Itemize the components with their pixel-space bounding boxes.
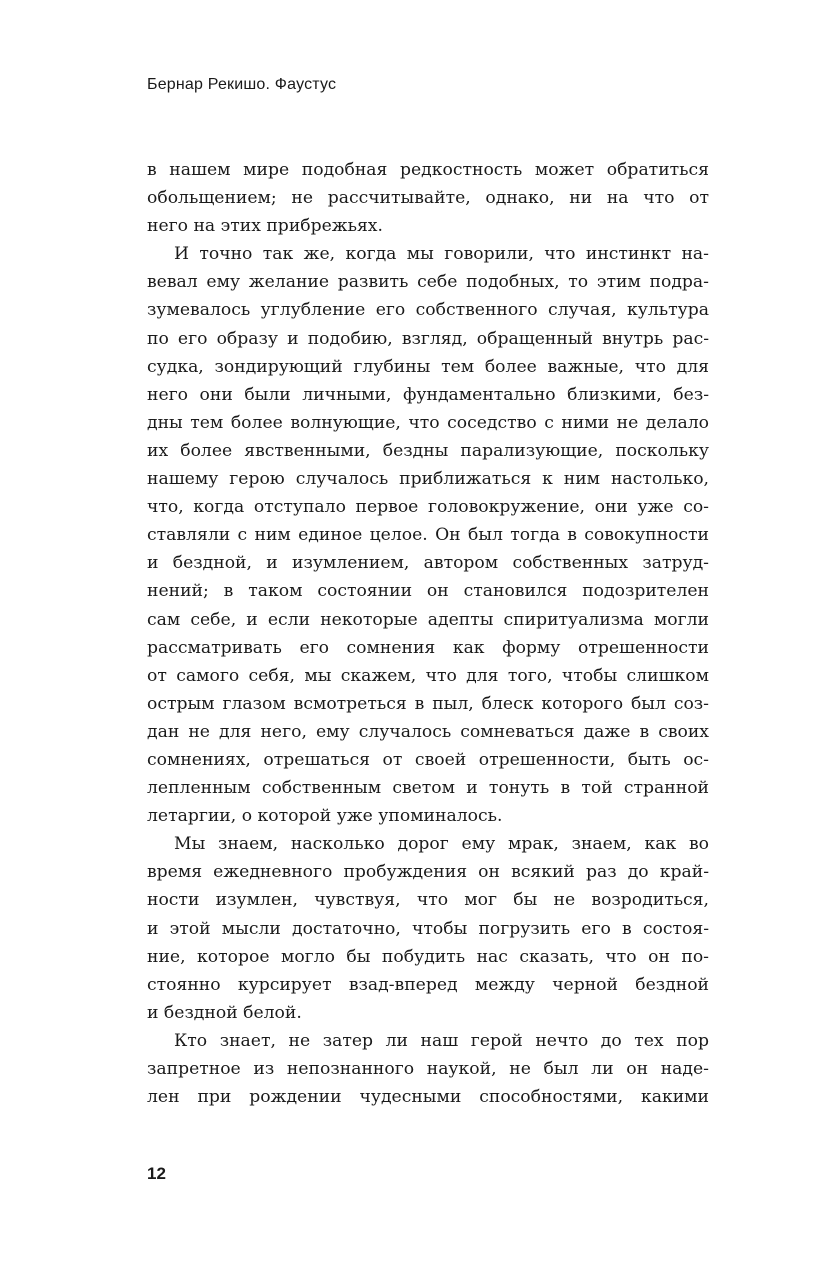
text-line: рассматривать его сомнения как форму отрешенности	[147, 637, 709, 658]
text-line: сомнениях, отрешаться от своей отрешенности, быть ос-	[147, 749, 709, 770]
text-line: дны тем более волнующие, что соседство с ними не делало	[147, 412, 709, 433]
text-line: вевал ему желание развить себе подобных, то этим подра-	[147, 272, 709, 293]
text-line: обольщением; не рассчитывайте, однако, ни на что от	[147, 188, 709, 209]
text-line: судка, зондирующий глубины тем более важные, что для	[147, 356, 709, 377]
page-number: 12	[147, 1164, 166, 1183]
text-line: него на этих прибрежьях.	[147, 216, 383, 237]
text-line: ности изумлен, чувствуя, что мог бы не возродиться,	[147, 890, 709, 911]
text-line: зумевалось углубление его собственного случая, культура	[147, 300, 709, 321]
text-line: нашему герою случалось приближаться к ним настолько,	[147, 469, 709, 490]
text-line: и этой мысли достаточно, чтобы погрузить его в состоя-	[147, 918, 709, 939]
text-line: стоянно курсирует взад-вперед между черной бездной	[147, 974, 709, 995]
text-line: нений; в таком состоянии он становился подозрителен	[147, 581, 709, 602]
text-line: лепленным собственным светом и тонуть в той странной	[147, 778, 709, 799]
text-line: их более явственными, бездны парализующие, поскольку	[147, 440, 709, 461]
text-line: и бездной, и изумлением, автором собственных затруд-	[147, 553, 709, 574]
text-line: И точно так же, когда мы говорили, что инстинкт на-	[174, 244, 709, 265]
text-line: сам себе, и если некоторые адепты спиритуализма могли	[147, 609, 709, 630]
text-line: лен при рождении чудесными способностями, какими	[147, 1087, 709, 1108]
text-line: время ежедневного пробуждения он всякий раз до край-	[147, 862, 709, 883]
text-line: по его образу и подобию, взгляд, обращенный внутрь рас-	[147, 328, 709, 349]
text-line: дан не для него, ему случалось сомневаться даже в своих	[147, 721, 709, 742]
text-line: в нашем мире подобная редкостность может обратиться	[147, 160, 709, 180]
text-line: и бездной белой.	[147, 1002, 302, 1023]
text-line: него они были личными, фундаментально близкими, без-	[147, 384, 709, 405]
text-line: острым глазом всмотреться в пыл, блеск которого был соз-	[147, 693, 709, 714]
running-head: Бернар Рекишо. Фаустус	[147, 76, 337, 93]
text-line: ставляли с ним единое целое. Он был тогда в совокупности	[147, 525, 709, 546]
text-line: от самого себя, мы скажем, что для того, чтобы слишком	[147, 665, 709, 686]
text-line: летаргии, о которой уже упоминалось.	[147, 806, 503, 827]
text-line: что, когда отступало первое головокружение, они уже со-	[147, 497, 709, 518]
text-line: Кто знает, не затер ли наш герой нечто до тех пор	[174, 1030, 709, 1051]
body-text	[147, 156, 709, 1111]
text-line: Мы знаем, насколько дорог ему мрак, знаем, как во	[174, 834, 709, 855]
text-line: запретное из непознанного наукой, не был ли он наде-	[147, 1059, 709, 1079]
text-line: ние, которое могло бы побудить нас сказать, что он по-	[147, 946, 709, 967]
